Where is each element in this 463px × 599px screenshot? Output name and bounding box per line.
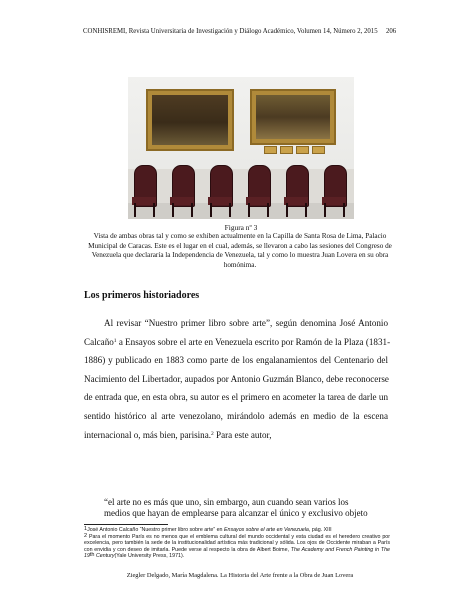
paragraph-line [84, 333, 391, 352]
quote-line: “el arte no es más que uno, sin embargo, aun cuando sean varios los [104, 497, 349, 507]
footnote-book-title: The Academy and French Painting in The 19 [84, 546, 391, 560]
paragraph-text: a Ensayos sobre el arte en Venezuela escrito por Ramón de la Plaza (1831- [116, 336, 391, 347]
chair-leg [191, 203, 193, 217]
running-header: CONHISREMI, Revista Universitaria de Investigación y Diálogo Académico, Volumen 14, Número 2, 2015 [83, 28, 378, 35]
footnote-mark: 1 [84, 526, 88, 532]
paragraph-line: Nacimiento del Libertador, aupados por Antonio Guzmán Blanco, debe reconocerse [84, 373, 389, 384]
footnote-2 [84, 534, 390, 560]
figure-caption: Vista de ambas obras tal y como se exhiben actualmente en la Capilla de Santa Rosa de Lima, Palacio Municipal de Caracas. Este es el lugar en el cual, además, se llevaron a cabo las sesiones del Congreso de Venezuela que declararía la Independencia de Venezuela, tal y como lo muestra Juan Lovera en su obra homónima. [88, 232, 392, 269]
footnotes [84, 527, 390, 560]
chair-leg [172, 203, 174, 217]
footnote-text: (Yale University Press, 1971). [114, 553, 185, 560]
painting-left [146, 89, 234, 151]
figure-photograph [128, 77, 354, 219]
section-heading: Los primeros historiadores [84, 290, 200, 301]
chair-leg [229, 203, 231, 217]
photo-wainscot [128, 169, 354, 203]
plaque [296, 146, 309, 154]
figure-label: Figura nº 3 [224, 223, 258, 232]
page-number: 206 [386, 28, 397, 35]
chair-leg [267, 203, 269, 217]
block-quote [104, 497, 374, 519]
page-footer: Ziegler Delgado, María Magdalena. La Historia del Arte frente a la Obra de Juan Lovera [126, 572, 354, 579]
paragraph-line [84, 426, 388, 445]
plaque [312, 146, 325, 154]
paragraph-text: internacional o, más bien, parisina. [84, 429, 212, 440]
paragraph-line: 1886) y publicado en 1883 como parte de los engalanamientos del Centenario del [84, 355, 388, 366]
chair-leg [305, 203, 307, 217]
footnote-1 [84, 527, 390, 534]
chair-leg [343, 203, 345, 217]
chair-leg [286, 203, 288, 217]
footnote-book-title: Ensayos sobre el arte en Venezuela [223, 527, 309, 533]
footnote-divider [84, 524, 168, 525]
body-paragraph [84, 314, 391, 444]
footnote-text: Para el momento París es no menos que el emblema cultural del mundo occidental y esta ciudad es el heredero creativo por excelencia, pero también la sede de la institucionalidad artística más tradicional y sólida. Los ojos de Occidente miraban a París con envidia y con deseo de imitarla. Puede verse al respecto la obra de Albert Boime, [84, 533, 390, 553]
footnote-mark: 2 [84, 532, 88, 539]
footnote-ref: 2 [211, 430, 214, 437]
chair-leg [324, 203, 326, 217]
painting-right [250, 89, 336, 145]
paragraph-line: sentido histórico al arte venezolano, mirándolo además en medio de la escena [84, 410, 388, 421]
footnote-text: José Antonio Calcaño “Nuestro primer libro sobre arte” en [87, 527, 224, 533]
footnote-ordinal: th [89, 552, 95, 559]
footnote-ref: 1 [113, 337, 117, 344]
painting-left-canvas [152, 95, 228, 145]
paragraph-text: Para este autor, [213, 429, 272, 440]
paragraph-line: Al revisar “Nuestro primer libro sobre arte”, según denomina José Antonio [104, 318, 388, 328]
paragraph-text: Calcaño [84, 336, 114, 347]
chair-leg [248, 203, 250, 217]
chair-leg [210, 203, 212, 217]
chair-leg [134, 203, 136, 217]
footnote-book-title: Century [94, 553, 115, 560]
plaque [264, 146, 277, 154]
painting-right-canvas [256, 95, 330, 139]
quote-line: medios que hayan de emplearse para alcanzar el único y exclusivo objeto [104, 508, 368, 519]
photo-floor [128, 203, 354, 219]
footnote-text: , pág. XIII [308, 527, 332, 533]
plaque [280, 146, 293, 154]
chair-leg [153, 203, 155, 217]
paragraph-line: de entrada que, en esta obra, su autor es el primero en acometer la tarea de darle un [84, 392, 388, 403]
